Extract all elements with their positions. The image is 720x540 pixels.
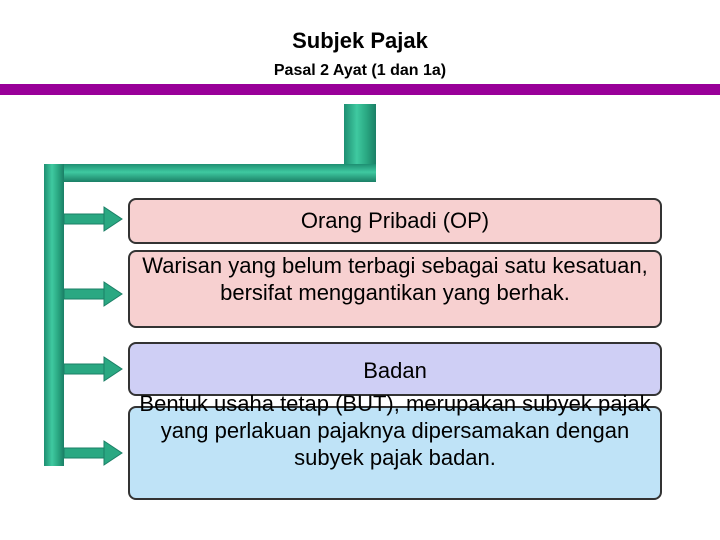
page-title: Subjek Pajak [292,28,428,53]
arrow-icon [64,441,122,465]
arrow-icon [64,207,122,231]
page-subtitle: Pasal 2 Ayat (1 dan 1a) [273,62,447,79]
arrow-icon [64,282,122,306]
arrow-icon [64,357,122,381]
label-warisan: Warisan yang belum terbagi sebagai satu kesatuan, bersifat menggantikan yang berhak. [142,253,648,305]
label-badan: Badan [363,358,427,383]
label-but: Bentuk usaha tetap (BUT), merupakan subyek pajak yang perlakuan pajaknya dipersamakan dengan subyek pajak badan. [139,391,651,470]
label-orang-pribadi: Orang Pribadi (OP) [300,208,490,233]
